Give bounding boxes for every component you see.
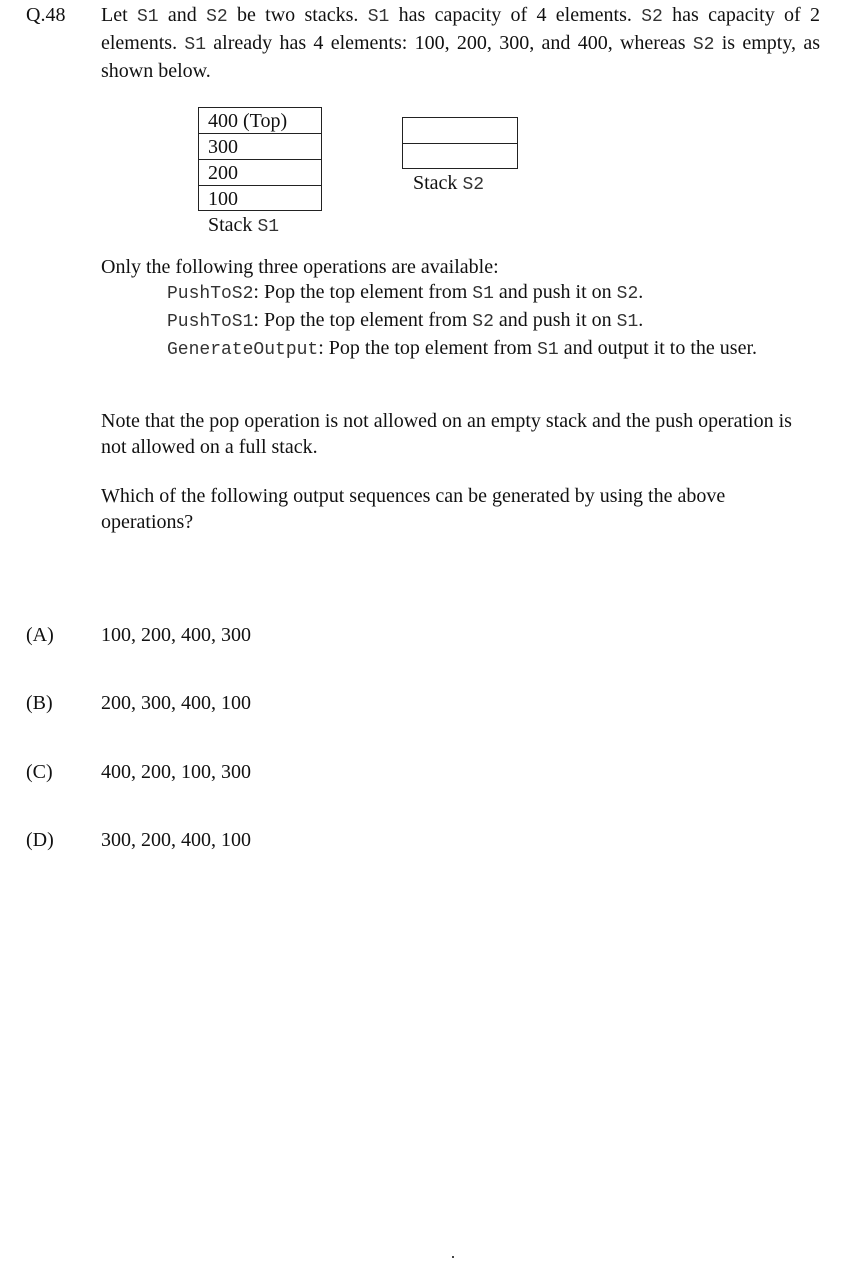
operations-list bbox=[167, 279, 807, 363]
stack-name-code: S1 bbox=[367, 7, 390, 27]
intro-text: is empty, as shown below. bbox=[101, 32, 821, 82]
option-label: (B) bbox=[26, 692, 53, 714]
option-label: (D) bbox=[26, 829, 54, 851]
operation-desc: : Pop the top element from bbox=[318, 337, 538, 359]
option-text: 100, 200, 400, 300 bbox=[101, 624, 251, 646]
intro-text: has capacity of 2 elements. bbox=[101, 4, 820, 54]
stack-s1-caption bbox=[208, 212, 279, 240]
operation-name: PushToS1 bbox=[167, 312, 254, 332]
question-number: Q.48 bbox=[26, 4, 66, 26]
operation-name: GenerateOutput bbox=[167, 340, 319, 360]
caption-stack-name: S2 bbox=[462, 175, 485, 195]
operation-item bbox=[167, 279, 807, 307]
note-paragraph: Note that the pop operation is not allowed on an empty stack and the push operation is not allowed on a full stack. bbox=[101, 410, 792, 458]
stack-s1-cell: 100 bbox=[208, 188, 238, 210]
stack-s1-cell: 300 bbox=[199, 134, 321, 160]
caption-word: Stack bbox=[413, 172, 463, 194]
operation-item bbox=[167, 307, 807, 335]
stack-s1-cell: 200 bbox=[199, 160, 321, 186]
operation-desc: . bbox=[638, 309, 644, 331]
intro-text: already has 4 elements: 100, 200, 300, and 400, whereas bbox=[206, 32, 693, 54]
option-text: 400, 200, 100, 300 bbox=[101, 761, 251, 783]
operation-stack-code: S1 bbox=[472, 284, 494, 304]
stack-s1-box bbox=[198, 107, 322, 211]
stack-name-code: S2 bbox=[692, 35, 715, 55]
operation-desc: and push it on bbox=[493, 281, 617, 303]
operation-name: PushToS2 bbox=[167, 284, 254, 304]
question-prompt: Which of the following output sequences can be generated by using the above operations? bbox=[101, 485, 726, 533]
stack-s2-cell bbox=[403, 144, 517, 170]
intro-text: be two stacks. bbox=[227, 4, 368, 26]
operation-stack-code: S1 bbox=[537, 340, 559, 360]
stack-s2-cell bbox=[403, 118, 517, 144]
option-text: 200, 300, 400, 100 bbox=[101, 692, 251, 714]
page-mark bbox=[452, 1256, 454, 1258]
stack-s2-caption bbox=[413, 170, 484, 198]
operation-item bbox=[167, 335, 787, 363]
operation-stack-code: S2 bbox=[616, 284, 639, 304]
stack-s1-cell: 400 (Top) bbox=[199, 108, 321, 134]
stack-name-code: S2 bbox=[641, 7, 663, 27]
stack-name-code: S1 bbox=[184, 35, 206, 55]
stack-s2-box bbox=[402, 117, 518, 169]
caption-stack-name: S1 bbox=[257, 217, 280, 237]
operation-desc: : Pop the top element from bbox=[253, 281, 473, 303]
operation-desc: and output it to the user. bbox=[558, 337, 758, 359]
operation-stack-code: S1 bbox=[616, 312, 639, 332]
stack-name-code: S2 bbox=[206, 7, 228, 27]
operation-desc: . bbox=[638, 281, 644, 303]
intro-text: Let bbox=[101, 4, 137, 26]
operation-stack-code: S2 bbox=[472, 312, 494, 332]
option-label: (A) bbox=[26, 624, 54, 646]
intro-text: has capacity of 4 elements. bbox=[389, 4, 642, 26]
operations-intro: Only the following three operations are available: bbox=[101, 256, 499, 278]
operation-desc: and push it on bbox=[493, 309, 617, 331]
caption-word: Stack bbox=[208, 214, 258, 236]
option-text: 300, 200, 400, 100 bbox=[101, 829, 251, 851]
intro-text: and bbox=[158, 4, 207, 26]
operation-desc: : Pop the top element from bbox=[253, 309, 473, 331]
question-intro bbox=[101, 2, 820, 84]
option-label: (C) bbox=[26, 761, 53, 783]
stack-name-code: S1 bbox=[136, 7, 159, 27]
